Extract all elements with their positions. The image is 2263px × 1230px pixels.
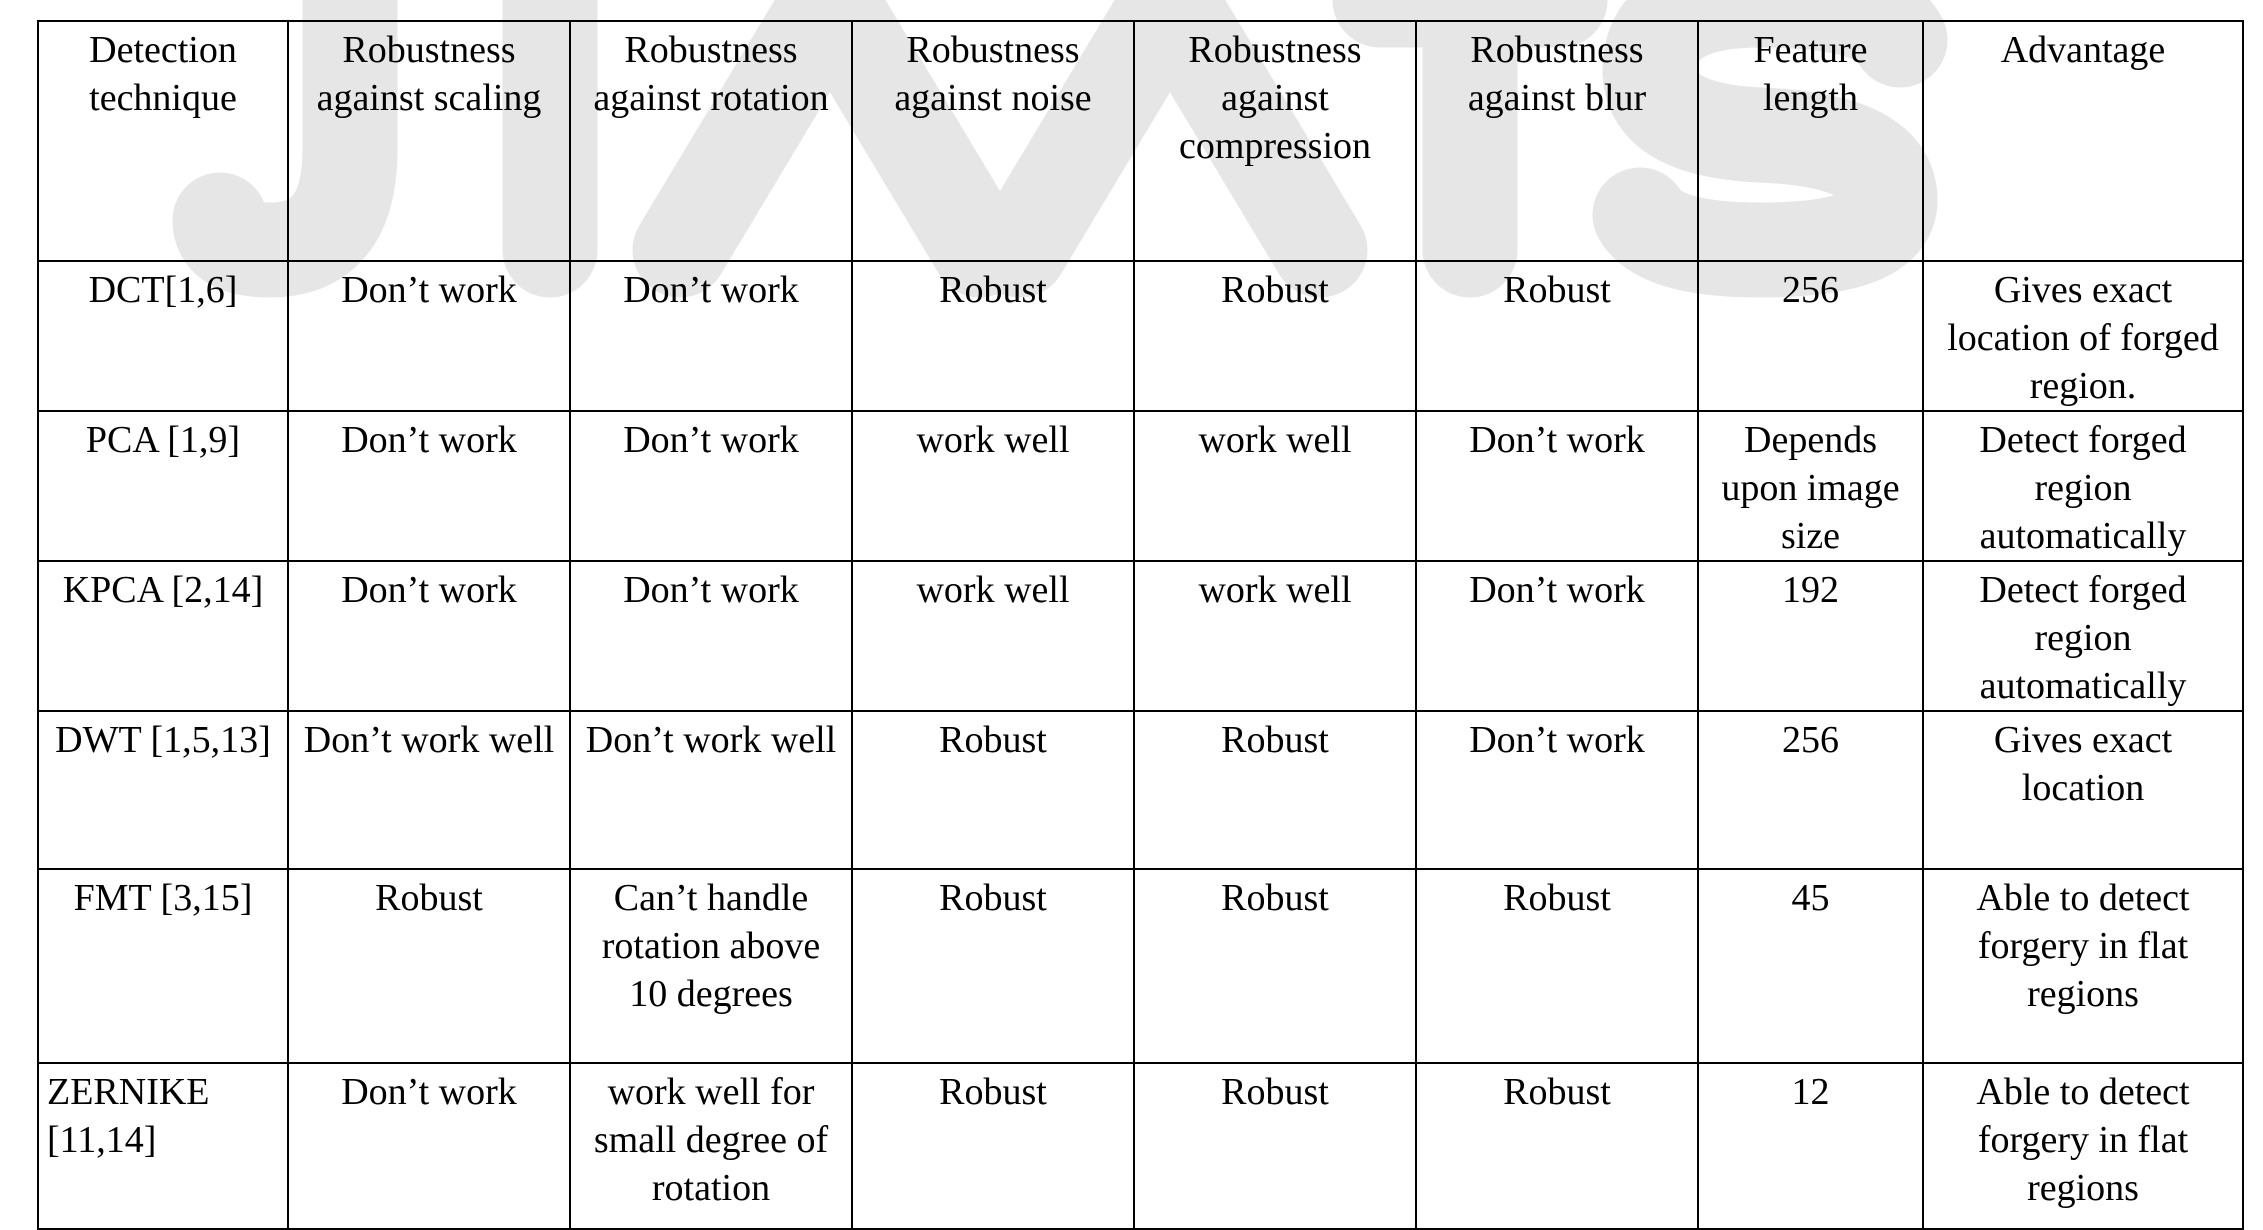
technique-cell: ZERNIKE [11,14]: [38, 1063, 288, 1229]
compression-cell: Robust: [1134, 711, 1416, 869]
noise-cell: Robust: [852, 261, 1134, 411]
rotation-cell: Don’t work: [570, 261, 852, 411]
table-row: [38, 869, 2243, 1063]
scaling-cell: Robust: [288, 869, 570, 1063]
blur-cell: Don’t work: [1416, 711, 1698, 869]
header-detection-technique: Detection technique: [38, 21, 288, 261]
header-noise: Robustness against noise: [852, 21, 1134, 261]
technique-cell: PCA [1,9]: [38, 411, 288, 561]
header-feature-length: Feature length: [1698, 21, 1923, 261]
table-row: [38, 561, 2243, 711]
table-row: [38, 411, 2243, 561]
scaling-cell: Don’t work: [288, 261, 570, 411]
blur-cell: Don’t work: [1416, 561, 1698, 711]
noise-cell: work well: [852, 561, 1134, 711]
advantage-cell: Detect forged region automatically: [1923, 411, 2243, 561]
compression-cell: Robust: [1134, 261, 1416, 411]
blur-cell: Robust: [1416, 261, 1698, 411]
comparison-table: [37, 20, 2244, 1230]
noise-cell: Robust: [852, 711, 1134, 869]
table-row: [38, 261, 2243, 411]
blur-cell: Don’t work: [1416, 411, 1698, 561]
header-rotation: Robustness against rotation: [570, 21, 852, 261]
feature-length-cell: Depends upon image size: [1698, 411, 1923, 561]
technique-cell: DCT[1,6]: [38, 261, 288, 411]
advantage-cell: Able to detect forgery in flat regions: [1923, 869, 2243, 1063]
blur-cell: Robust: [1416, 1063, 1698, 1229]
scaling-cell: Don’t work: [288, 411, 570, 561]
feature-length-cell: 12: [1698, 1063, 1923, 1229]
feature-length-cell: 45: [1698, 869, 1923, 1063]
technique-cell: FMT [3,15]: [38, 869, 288, 1063]
advantage-cell: Detect forged region automatically: [1923, 561, 2243, 711]
compression-cell: Robust: [1134, 1063, 1416, 1229]
rotation-cell: Can’t handle rotation above 10 degrees: [570, 869, 852, 1063]
technique-cell: KPCA [2,14]: [38, 561, 288, 711]
table-row: [38, 1063, 2243, 1229]
compression-cell: work well: [1134, 561, 1416, 711]
rotation-cell: Don’t work: [570, 411, 852, 561]
noise-cell: Robust: [852, 869, 1134, 1063]
advantage-cell: Gives exact location: [1923, 711, 2243, 869]
noise-cell: Robust: [852, 1063, 1134, 1229]
header-row: [38, 21, 2243, 261]
scaling-cell: Don’t work: [288, 1063, 570, 1229]
rotation-cell: work well for small degree of rotation: [570, 1063, 852, 1229]
feature-length-cell: 256: [1698, 711, 1923, 869]
noise-cell: work well: [852, 411, 1134, 561]
advantage-cell: Gives exact location of forged region.: [1923, 261, 2243, 411]
blur-cell: Robust: [1416, 869, 1698, 1063]
header-compression: Robustness against compression: [1134, 21, 1416, 261]
rotation-cell: Don’t work: [570, 561, 852, 711]
scaling-cell: Don’t work: [288, 561, 570, 711]
rotation-cell: Don’t work well: [570, 711, 852, 869]
feature-length-cell: 256: [1698, 261, 1923, 411]
advantage-cell: Able to detect forgery in flat regions: [1923, 1063, 2243, 1229]
header-scaling: Robustness against scaling: [288, 21, 570, 261]
compression-cell: Robust: [1134, 869, 1416, 1063]
table-row: [38, 711, 2243, 869]
header-advantage: Advantage: [1923, 21, 2243, 261]
header-blur: Robustness against blur: [1416, 21, 1698, 261]
compression-cell: work well: [1134, 411, 1416, 561]
feature-length-cell: 192: [1698, 561, 1923, 711]
technique-cell: DWT [1,5,13]: [38, 711, 288, 869]
scaling-cell: Don’t work well: [288, 711, 570, 869]
